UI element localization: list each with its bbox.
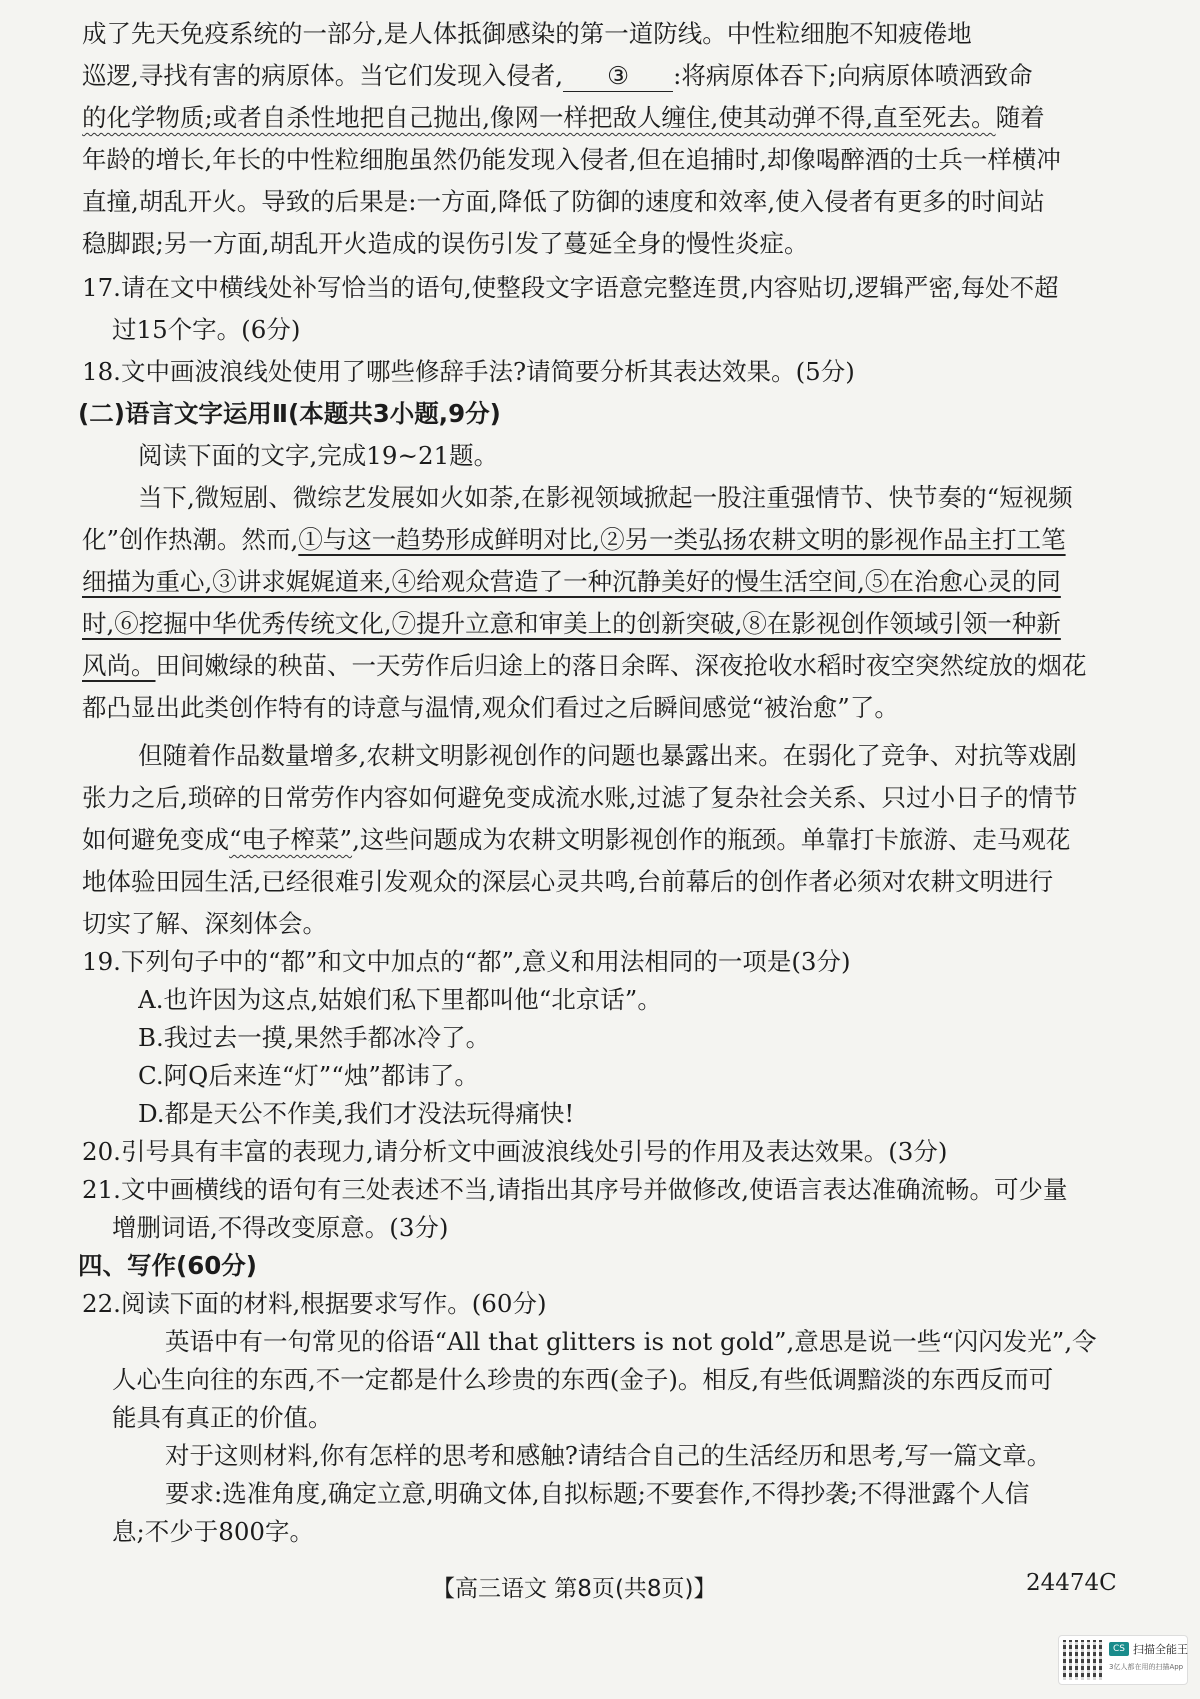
material-line-3 xyxy=(112,1398,1172,1438)
question-19 xyxy=(82,942,1142,982)
wavy-quoted-term: “电子榨菜” xyxy=(229,825,353,854)
text: 张力之后,琐碎的日常劳作内容如何避免变成流水账,过滤了复杂社会关系、只过小日子的情节 xyxy=(82,783,1078,812)
text: 要求:选准角度,确定立意,明确文体,自拟标题;不要套作,不得抄袭;不得泄露个人信 xyxy=(165,1479,1030,1508)
wavy-underlined-text: 的化学物质;或者自杀性地把自己抛出,像网一样把敌人缠住,使其动弹不得,直至死去。 xyxy=(82,103,996,132)
option-a xyxy=(138,980,1198,1020)
underlined-sentence: 细描为重心,③讲求娓娓道来,④给观众营造了一种沉静美好的慢生活空间,⑤在治愈心灵的同 xyxy=(82,567,1061,596)
text: 但随着作品数量增多,农耕文明影视创作的问题也暴露出来。在弱化了竞争、对抗等戏剧 xyxy=(138,741,1077,770)
text: 田间嫩绿的秧苗、一天劳作后归途上的落日余晖、深夜抢收水稻时夜空突然绽放的烟花 xyxy=(155,651,1087,680)
underlined-sentence: 时,⑥挖掘中华优秀传统文化,⑦提升立意和审美上的创新突破,⑧在影视创作领域引领一种新 xyxy=(82,609,1061,638)
footer-page-info: 【高三语文 第8页(共8页)】 xyxy=(432,1576,717,1602)
question-17-cont xyxy=(112,310,1172,350)
option-b xyxy=(138,1018,1198,1058)
passage-line-6 xyxy=(82,224,1142,264)
text: 直撞,胡乱开火。导致的后果是:一方面,降低了防御的速度和效率,使入侵者有更多的时间站 xyxy=(82,187,1045,216)
text: 年龄的增长,年长的中性粒细胞虽然仍能发现入侵者,但在追捕时,却像喝醉酒的士兵一样横冲 xyxy=(82,145,1061,174)
text: 20.引号具有丰富的表现力,请分析文中画波浪线处引号的作用及表达效果。(3分) xyxy=(82,1137,948,1166)
scanner-watermark xyxy=(1058,1635,1188,1685)
scanner-app-subtitle: 3亿人都在用的扫描App xyxy=(1109,1663,1184,1671)
section-heading-writing xyxy=(78,1246,1138,1286)
passage-line-1 xyxy=(82,14,1142,54)
section-heading-2 xyxy=(78,394,1138,434)
text: 当下,微短剧、微综艺发展如火如荼,在影视领域掀起一股注重强情节、快节奏的“短视频 xyxy=(138,483,1073,512)
text: 能具有真正的价值。 xyxy=(112,1403,333,1432)
text: (二)语言文字运用Ⅱ(本题共3小题,9分) xyxy=(78,399,501,428)
prompt-line-2 xyxy=(165,1474,1200,1514)
passage-line-2 xyxy=(82,56,1142,96)
camscanner-logo-icon: CS xyxy=(1109,1642,1129,1656)
text: 息;不少于800字。 xyxy=(112,1517,315,1546)
text: 过15个字。(6分) xyxy=(112,315,301,344)
reading-instruction xyxy=(138,436,1198,476)
text: 地体验田园生活,已经很难引发观众的深层心灵共鸣,台前幕后的创作者必须对农耕文明进行 xyxy=(82,867,1054,896)
question-21-cont xyxy=(112,1208,1172,1248)
text: 化”创作热潮。然而, xyxy=(82,525,299,554)
passage-line-5 xyxy=(82,182,1142,222)
passage-line-3 xyxy=(82,98,1142,138)
text: 18.文中画波浪线处使用了哪些修辞手法?请简要分析其表达效果。(5分) xyxy=(82,357,855,386)
text: 稳脚跟;另一方面,胡乱开火造成的误伤引发了蔓延全身的慢性炎症。 xyxy=(82,229,809,258)
text: 22.阅读下面的材料,根据要求写作。(60分) xyxy=(82,1289,547,1318)
passage2-line-8 xyxy=(82,778,1142,818)
option-d xyxy=(138,1094,1198,1134)
passage-line-4 xyxy=(82,140,1142,180)
footer-code: 24474C xyxy=(1026,1570,1117,1596)
answer-blank-3: ③ xyxy=(563,61,673,92)
text: 21.文中画横线的语句有三处表述不当,请指出其序号并做修改,使语言表达准确流畅。可少量 xyxy=(82,1175,1068,1204)
passage2-line-4 xyxy=(82,604,1142,644)
text: 19.下列句子中的“都”和文中加点的“都”,意义和用法相同的一项是(3分) xyxy=(82,947,851,976)
text: 如何避免变成 xyxy=(82,825,229,854)
text: 巡逻,寻找有害的病原体。当它们发现入侵者, xyxy=(82,61,564,90)
material-line-2 xyxy=(112,1360,1172,1400)
option-c xyxy=(138,1056,1198,1096)
question-20 xyxy=(82,1132,1142,1172)
text: 人心生向往的东西,不一定都是什么珍贵的东西(金子)。相反,有些低调黯淡的东西反而可 xyxy=(112,1365,1054,1394)
passage2-line-9 xyxy=(82,820,1142,860)
text: 阅读下面的文字,完成19~21题。 xyxy=(138,441,499,470)
prompt-line-1 xyxy=(165,1436,1200,1476)
text: 17.请在文中横线处补写恰当的语句,使整段文字语意完整连贯,内容贴切,逻辑严密,每处不超 xyxy=(82,273,1059,302)
passage2-line-1 xyxy=(138,478,1198,518)
text: 随着 xyxy=(995,103,1045,132)
text: 都凸显出此类创作特有的诗意与温情,观众们看过之后瞬间感觉“被治愈”了。 xyxy=(82,693,899,722)
prompt-line-3 xyxy=(112,1512,1172,1552)
text: 对于这则材料,你有怎样的思考和感触?请结合自己的生活经历和思考,写一篇文章。 xyxy=(165,1441,1052,1470)
text: 切实了解、深刻体会。 xyxy=(82,909,327,938)
text: 成了先天免疫系统的一部分,是人体抵御感染的第一道防线。中性粒细胞不知疲倦地 xyxy=(82,19,972,48)
question-21 xyxy=(82,1170,1142,1210)
underlined-sentence: ①与这一趋势形成鲜明对比,②另一类弘扬农耕文明的影视作品主打工笔 xyxy=(298,525,1066,554)
text: B.我过去一摸,果然手都冰冷了。 xyxy=(138,1023,491,1052)
passage2-line-2 xyxy=(82,520,1142,560)
text: A.也许因为这点,姑娘们私下里都叫他“北京话”。 xyxy=(138,985,662,1014)
passage2-line-11 xyxy=(82,904,1142,944)
scanner-app-name: 扫描全能王 xyxy=(1133,1643,1188,1656)
qr-code-pattern xyxy=(1063,1640,1103,1680)
question-22 xyxy=(82,1284,1142,1324)
text: 英语中有一句常见的俗语“All that glitters is not gold”,意思是说一些“闪闪发光”,令 xyxy=(165,1327,1097,1356)
passage2-line-6 xyxy=(82,688,1142,728)
text: 四、写作(60分) xyxy=(78,1251,257,1280)
underlined-sentence: 风尚。 xyxy=(82,651,156,680)
passage2-line-3 xyxy=(82,562,1142,602)
material-line-1 xyxy=(165,1322,1200,1362)
text: C.阿Q后来连“灯”“烛”都讳了。 xyxy=(138,1061,479,1090)
question-17 xyxy=(82,268,1142,308)
passage2-line-10 xyxy=(82,862,1142,902)
question-18 xyxy=(82,352,1142,392)
text: D.都是天公不作美,我们才没法玩得痛快! xyxy=(138,1099,575,1128)
passage2-line-7 xyxy=(138,736,1198,776)
text: 增删词语,不得改变原意。(3分) xyxy=(112,1213,449,1242)
text: :将病原体吞下;向病原体喷洒致命 xyxy=(673,61,1033,90)
passage2-line-5 xyxy=(82,646,1142,686)
text: ,这些问题成为农耕文明影视创作的瓶颈。单靠打卡旅游、走马观花 xyxy=(352,825,1071,854)
